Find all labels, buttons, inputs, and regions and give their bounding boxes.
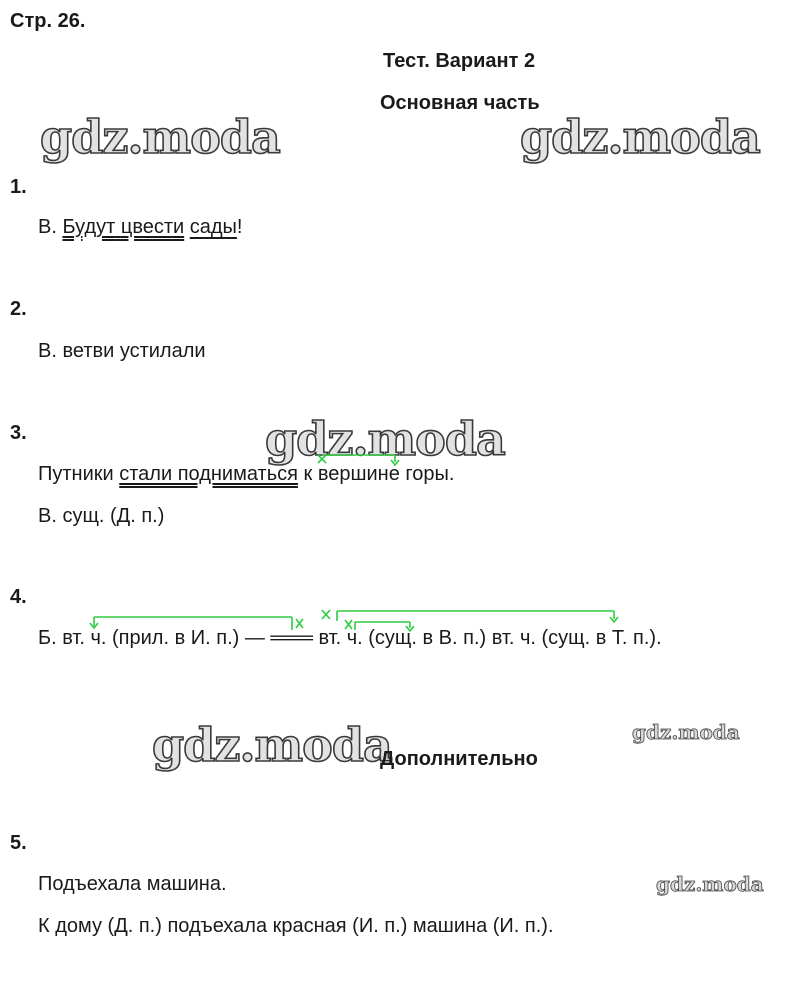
task-number: 2. [10,298,27,320]
task-number: 4. [10,586,27,608]
watermark-2: gdz.moda [520,110,760,164]
task-number: 3. [10,422,27,444]
rest-of-sentence: к вершине горы. [297,463,455,485]
task-line: Подъехала машина. [38,873,227,895]
page-header: Стр. 26. [10,10,86,32]
watermark-6: gdz.moda [656,872,764,896]
task-line: В. сущ. (Д. п.) [38,505,165,527]
section-main-title: Основная часть [380,92,540,114]
subject-word: сады [189,216,237,238]
task-line: К дому (Д. п.) подъехала красная (И. п.) машина (И. п.). [38,915,554,937]
punctuation: ! [236,216,243,238]
watermark-3: gdz.moda [265,412,505,466]
watermark-4: gdz.moda [152,718,392,772]
answer-prefix: В. [38,216,63,238]
predicate-word: Будут [62,216,116,238]
task-number: 1. [10,176,27,198]
predicate-words: стали подниматься [119,463,298,485]
subject-word: Путники [38,463,114,485]
test-title: Тест. Вариант 2 [383,50,536,72]
predicate-word: цвести [120,216,185,238]
task-line: В. ветви устилали [38,340,206,362]
watermark-1: gdz.moda [40,110,280,164]
watermark-5: gdz.moda [632,720,740,744]
section-extra-title: Дополнительно [380,748,538,770]
task-number: 5. [10,832,27,854]
task-line: Б. вт. ч. (прил. в И. п.) — ═══ вт. ч. (сущ. в В. п.) вт. ч. (сущ. в Т. п.). [38,627,662,649]
